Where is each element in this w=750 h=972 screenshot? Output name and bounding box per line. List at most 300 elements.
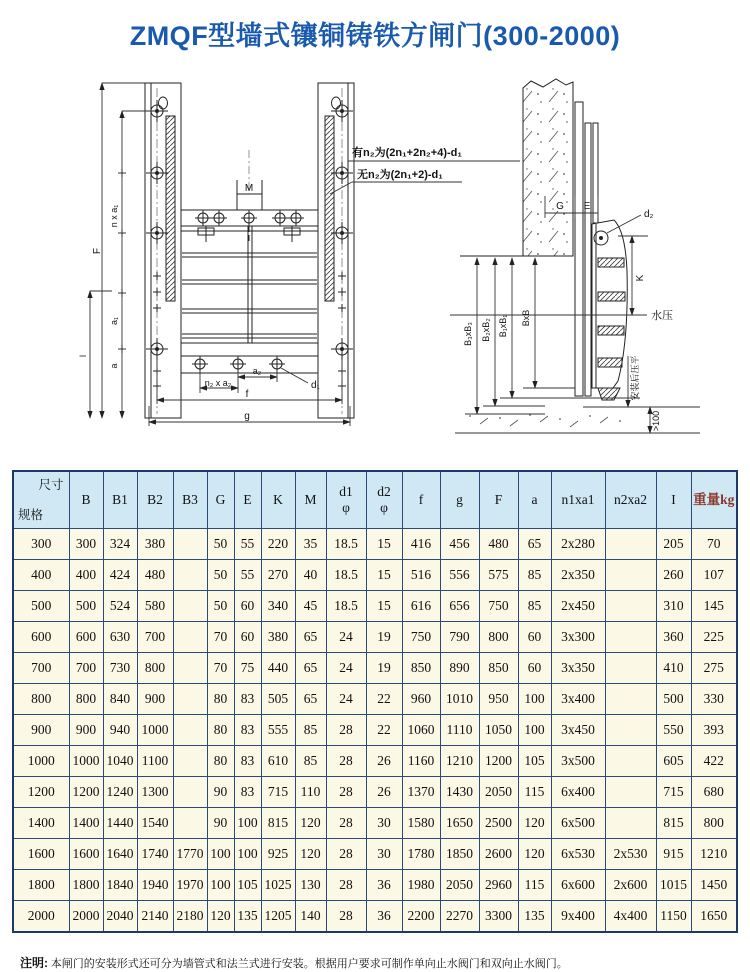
spec-cell: 500 [13,591,69,622]
value-cell: 1025 [261,870,295,901]
value-cell: 28 [326,901,366,933]
value-cell: 65 [518,529,551,560]
value-cell: 6x530 [551,839,605,870]
value-cell: 1600 [69,839,103,870]
value-cell: 18.5 [326,560,366,591]
column-header-F: F [479,471,518,529]
value-cell: 2x350 [551,560,605,591]
value-cell: 516 [402,560,440,591]
value-cell: 15 [366,560,402,591]
value-cell: 610 [261,746,295,777]
value-cell: 1400 [69,808,103,839]
value-cell: 2140 [137,901,173,933]
value-cell: 1210 [691,839,737,870]
value-cell [605,715,656,746]
spec-cell: 1000 [13,746,69,777]
table-row [13,622,737,653]
value-cell: 1980 [402,870,440,901]
dim-label-K: K [635,274,646,282]
dim-label-a1: a₁ [109,316,119,326]
value-cell: 1970 [173,870,207,901]
gate-drawing-svg [0,66,750,468]
value-cell: 28 [326,839,366,870]
value-cell: 2050 [440,870,479,901]
water-pressure-label: 水压 [651,310,673,322]
value-cell: 815 [261,808,295,839]
value-cell: 110 [295,777,326,808]
value-cell [605,808,656,839]
value-cell: 18.5 [326,591,366,622]
value-cell: 800 [479,622,518,653]
footnote [20,955,730,972]
value-cell: 500 [69,591,103,622]
value-cell: 30 [366,839,402,870]
value-cell: 800 [137,653,173,684]
top-beam [181,150,318,244]
value-cell: 28 [326,777,366,808]
value-cell: 616 [402,591,440,622]
value-cell: 275 [691,653,737,684]
value-cell: 28 [326,746,366,777]
value-cell: 1740 [137,839,173,870]
value-cell: 15 [366,529,402,560]
value-cell: 2600 [479,839,518,870]
column-header-B1: B1 [103,471,137,529]
value-cell: 70 [207,653,234,684]
spec-cell: 600 [13,622,69,653]
spec-cell: 1600 [13,839,69,870]
value-cell: 1040 [103,746,137,777]
value-cell: 120 [207,901,234,933]
value-cell: 2000 [69,901,103,933]
value-cell: 715 [261,777,295,808]
front-view [78,83,520,426]
gate-leaf [592,220,627,400]
footnote-label: 注明: [20,956,48,970]
table-header-row [13,471,737,529]
value-cell: 83 [234,715,261,746]
column-header-d1: d1 φ [326,471,366,529]
value-cell: 960 [402,684,440,715]
table-row [13,715,737,746]
value-cell: 15 [366,591,402,622]
value-cell: 422 [691,746,737,777]
column-header-E: E [234,471,261,529]
column-header-f: f [402,471,440,529]
gate-body [181,226,318,373]
value-cell: 1580 [402,808,440,839]
value-cell: 60 [234,591,261,622]
value-cell: 2200 [402,901,440,933]
column-header-B: B [69,471,103,529]
value-cell: 3x350 [551,653,605,684]
value-cell: 750 [479,591,518,622]
spec-cell: 1200 [13,777,69,808]
value-cell: 850 [479,653,518,684]
value-cell: 424 [103,560,137,591]
value-cell: 440 [261,653,295,684]
value-cell: 85 [518,560,551,591]
value-cell: 1210 [440,746,479,777]
value-cell: 65 [295,622,326,653]
value-cell: 2x600 [605,870,656,901]
value-cell: 380 [261,622,295,653]
value-cell [605,777,656,808]
value-cell [173,653,207,684]
value-cell: 2500 [479,808,518,839]
value-cell: 310 [656,591,691,622]
value-cell: 925 [261,839,295,870]
value-cell: 1650 [440,808,479,839]
value-cell: 135 [234,901,261,933]
table-row [13,560,737,591]
value-cell: 70 [207,622,234,653]
value-cell: 100 [518,715,551,746]
column-header-a: a [518,471,551,529]
value-cell: 480 [479,529,518,560]
value-cell [605,684,656,715]
value-cell: 393 [691,715,737,746]
value-cell: 55 [234,529,261,560]
dim-label-d2: d₂ [644,209,654,220]
value-cell: 6x600 [551,870,605,901]
value-cell: 416 [402,529,440,560]
value-cell: 75 [234,653,261,684]
dim-label-g: g [244,411,250,422]
value-cell: 524 [103,591,137,622]
concrete-wall [523,79,573,256]
value-cell: 1940 [137,870,173,901]
table-row [13,839,737,870]
value-cell: 850 [402,653,440,684]
value-cell: 220 [261,529,295,560]
value-cell: 35 [295,529,326,560]
value-cell: 50 [207,560,234,591]
value-cell: 580 [137,591,173,622]
value-cell: 1800 [69,870,103,901]
value-cell: 145 [691,591,737,622]
value-cell: 456 [440,529,479,560]
hole-count-note-line1: 有n₂为(2n₁+2n₂+4)-d₁ [352,147,462,159]
value-cell: 19 [366,622,402,653]
value-cell: 26 [366,777,402,808]
corner-label-size: 尺寸 [38,478,64,492]
value-cell: 915 [656,839,691,870]
value-cell: 22 [366,715,402,746]
value-cell: 100 [207,839,234,870]
value-cell: 60 [518,622,551,653]
spec-cell: 400 [13,560,69,591]
value-cell: 1770 [173,839,207,870]
table-row [13,684,737,715]
dim-label-B3xB3: B₃xB₃ [463,322,473,346]
value-cell: 3x400 [551,684,605,715]
value-cell: 83 [234,746,261,777]
value-cell: 800 [691,808,737,839]
column-header-n1xa1: n1xa1 [551,471,605,529]
value-cell: 30 [366,808,402,839]
column-header-B2: B2 [137,471,173,529]
corner-header-cell [13,471,69,529]
value-cell: 270 [261,560,295,591]
value-cell [605,746,656,777]
value-cell: 324 [103,529,137,560]
value-cell: 105 [518,746,551,777]
value-cell: 2270 [440,901,479,933]
value-cell: 105 [234,870,261,901]
value-cell: 1840 [103,870,137,901]
value-cell: 50 [207,529,234,560]
value-cell: 85 [295,715,326,746]
value-cell: 555 [261,715,295,746]
value-cell: 3x300 [551,622,605,653]
table-row [13,808,737,839]
dim-label-nxa1: n x a₁ [109,204,119,228]
value-cell: 1850 [440,839,479,870]
value-cell: 90 [207,808,234,839]
column-header-g: g [440,471,479,529]
value-cell [173,529,207,560]
spec-cell: 700 [13,653,69,684]
value-cell: 700 [137,622,173,653]
value-cell: 2050 [479,777,518,808]
value-cell: 1060 [402,715,440,746]
value-cell: 800 [69,684,103,715]
value-cell: 1050 [479,715,518,746]
value-cell: 600 [69,622,103,653]
value-cell: 380 [137,529,173,560]
value-cell: 940 [103,715,137,746]
value-cell: 107 [691,560,737,591]
value-cell [173,715,207,746]
value-cell: 100 [518,684,551,715]
value-cell: 1200 [69,777,103,808]
value-cell [605,653,656,684]
dim-label-M: M [244,183,254,194]
value-cell: 55 [234,560,261,591]
value-cell: 890 [440,653,479,684]
value-cell: 790 [440,622,479,653]
value-cell: 100 [234,808,261,839]
flatten-after-install-label: 安装后压平 [630,355,640,401]
value-cell: 6x400 [551,777,605,808]
front-view-dimensions [90,83,520,426]
value-cell: 1430 [440,777,479,808]
value-cell: 85 [518,591,551,622]
value-cell: 225 [691,622,737,653]
dim-label-F: F [92,247,103,255]
value-cell: 630 [103,622,137,653]
column-header-K: K [261,471,295,529]
value-cell: 19 [366,653,402,684]
page-title: ZMQF型墙式镶铜铸铁方闸门(300-2000) [129,21,621,51]
value-cell: 1015 [656,870,691,901]
value-cell: 60 [518,653,551,684]
value-cell: 700 [69,653,103,684]
spec-cell: 1400 [13,808,69,839]
value-cell: 90 [207,777,234,808]
value-cell: 1370 [402,777,440,808]
specification-table [12,470,738,933]
value-cell: 6x500 [551,808,605,839]
value-cell: 80 [207,715,234,746]
value-cell: 205 [656,529,691,560]
value-cell: 1200 [479,746,518,777]
value-cell: 60 [234,622,261,653]
value-cell: 3x500 [551,746,605,777]
dim-label-G: G [556,201,564,212]
value-cell: 24 [326,622,366,653]
value-cell: 410 [656,653,691,684]
value-cell: 70 [691,529,737,560]
value-cell: 730 [103,653,137,684]
dim-label-a: a [109,363,119,369]
value-cell: 3300 [479,901,518,933]
value-cell: 4x400 [605,901,656,933]
value-cell: 120 [518,808,551,839]
value-cell: 330 [691,684,737,715]
value-cell: 2x530 [605,839,656,870]
value-cell: 45 [295,591,326,622]
value-cell: 550 [656,715,691,746]
value-cell: 100 [234,839,261,870]
spec-cell: 800 [13,684,69,715]
column-header-n2xa2: n2xa2 [605,471,656,529]
value-cell: 135 [518,901,551,933]
value-cell: 50 [207,591,234,622]
value-cell: 505 [261,684,295,715]
table-row [13,870,737,901]
value-cell: 2x450 [551,591,605,622]
value-cell: 36 [366,901,402,933]
hole-count-note-line2: 无n₂为(2n₁+2)-d₁ [357,169,443,181]
value-cell: 900 [137,684,173,715]
value-cell [173,808,207,839]
value-cell: 1300 [137,777,173,808]
value-cell: 1000 [69,746,103,777]
value-cell: 1205 [261,901,295,933]
value-cell [605,622,656,653]
value-cell: 22 [366,684,402,715]
value-cell: 24 [326,653,366,684]
value-cell [173,777,207,808]
value-cell: 556 [440,560,479,591]
value-cell: 120 [518,839,551,870]
value-cell: 2040 [103,901,137,933]
column-header-I: I [656,471,691,529]
value-cell: 9x400 [551,901,605,933]
value-cell: 605 [656,746,691,777]
value-cell: 400 [69,560,103,591]
value-cell: 1000 [137,715,173,746]
min-gap-label: >100 [651,410,661,432]
value-cell: 260 [656,560,691,591]
value-cell: 480 [137,560,173,591]
value-cell: 28 [326,715,366,746]
value-cell: 500 [656,684,691,715]
value-cell: 100 [207,870,234,901]
value-cell: 26 [366,746,402,777]
column-header-B3: B3 [173,471,207,529]
value-cell: 83 [234,777,261,808]
value-cell [173,746,207,777]
value-cell: 83 [234,684,261,715]
value-cell: 815 [656,808,691,839]
value-cell: 80 [207,684,234,715]
value-cell: 115 [518,870,551,901]
value-cell: 715 [656,777,691,808]
value-cell: 36 [366,870,402,901]
value-cell [605,529,656,560]
value-cell: 80 [207,746,234,777]
value-cell: 3x450 [551,715,605,746]
value-cell: 750 [402,622,440,653]
value-cell: 1780 [402,839,440,870]
value-cell: 120 [295,839,326,870]
value-cell: 40 [295,560,326,591]
column-header-weight: 重量kg [691,471,737,529]
column-header-M: M [295,471,326,529]
spec-cell: 300 [13,529,69,560]
value-cell: 140 [295,901,326,933]
value-cell: 115 [518,777,551,808]
value-cell: 24 [326,684,366,715]
value-cell: 28 [326,808,366,839]
value-cell: 1640 [103,839,137,870]
value-cell [173,560,207,591]
value-cell: 1110 [440,715,479,746]
value-cell: 300 [69,529,103,560]
dim-label-B2xB2: B₂xB₂ [481,318,491,342]
value-cell: 65 [295,653,326,684]
value-cell [605,560,656,591]
dim-label-n2xa2: n₂ x a₂ [204,378,232,388]
value-cell: 1650 [691,901,737,933]
value-cell: 900 [69,715,103,746]
value-cell: 130 [295,870,326,901]
guide-rails [145,83,354,418]
spec-cell: 1800 [13,870,69,901]
value-cell: 656 [440,591,479,622]
value-cell: 1440 [103,808,137,839]
value-cell: 120 [295,808,326,839]
corner-label-spec: 规格 [18,507,44,522]
value-cell: 840 [103,684,137,715]
value-cell: 340 [261,591,295,622]
table-row [13,746,737,777]
dim-label-l: l [78,355,88,357]
value-cell: 65 [295,684,326,715]
value-cell [173,684,207,715]
value-cell [605,591,656,622]
column-header-d2: d2 φ [366,471,402,529]
value-cell: 2180 [173,901,207,933]
table-row [13,777,737,808]
value-cell: 1240 [103,777,137,808]
section-view [450,79,700,433]
dim-label-B1xB1: B₁xB₁ [498,314,508,338]
value-cell: 85 [295,746,326,777]
dim-label-a2: a₂ [252,366,262,376]
value-cell: 28 [326,870,366,901]
value-cell: 2960 [479,870,518,901]
dim-label-d1: d₁ [311,380,320,391]
value-cell: 1450 [691,870,737,901]
value-cell: 1160 [402,746,440,777]
value-cell: 950 [479,684,518,715]
value-cell: 360 [656,622,691,653]
table-row [13,901,737,933]
